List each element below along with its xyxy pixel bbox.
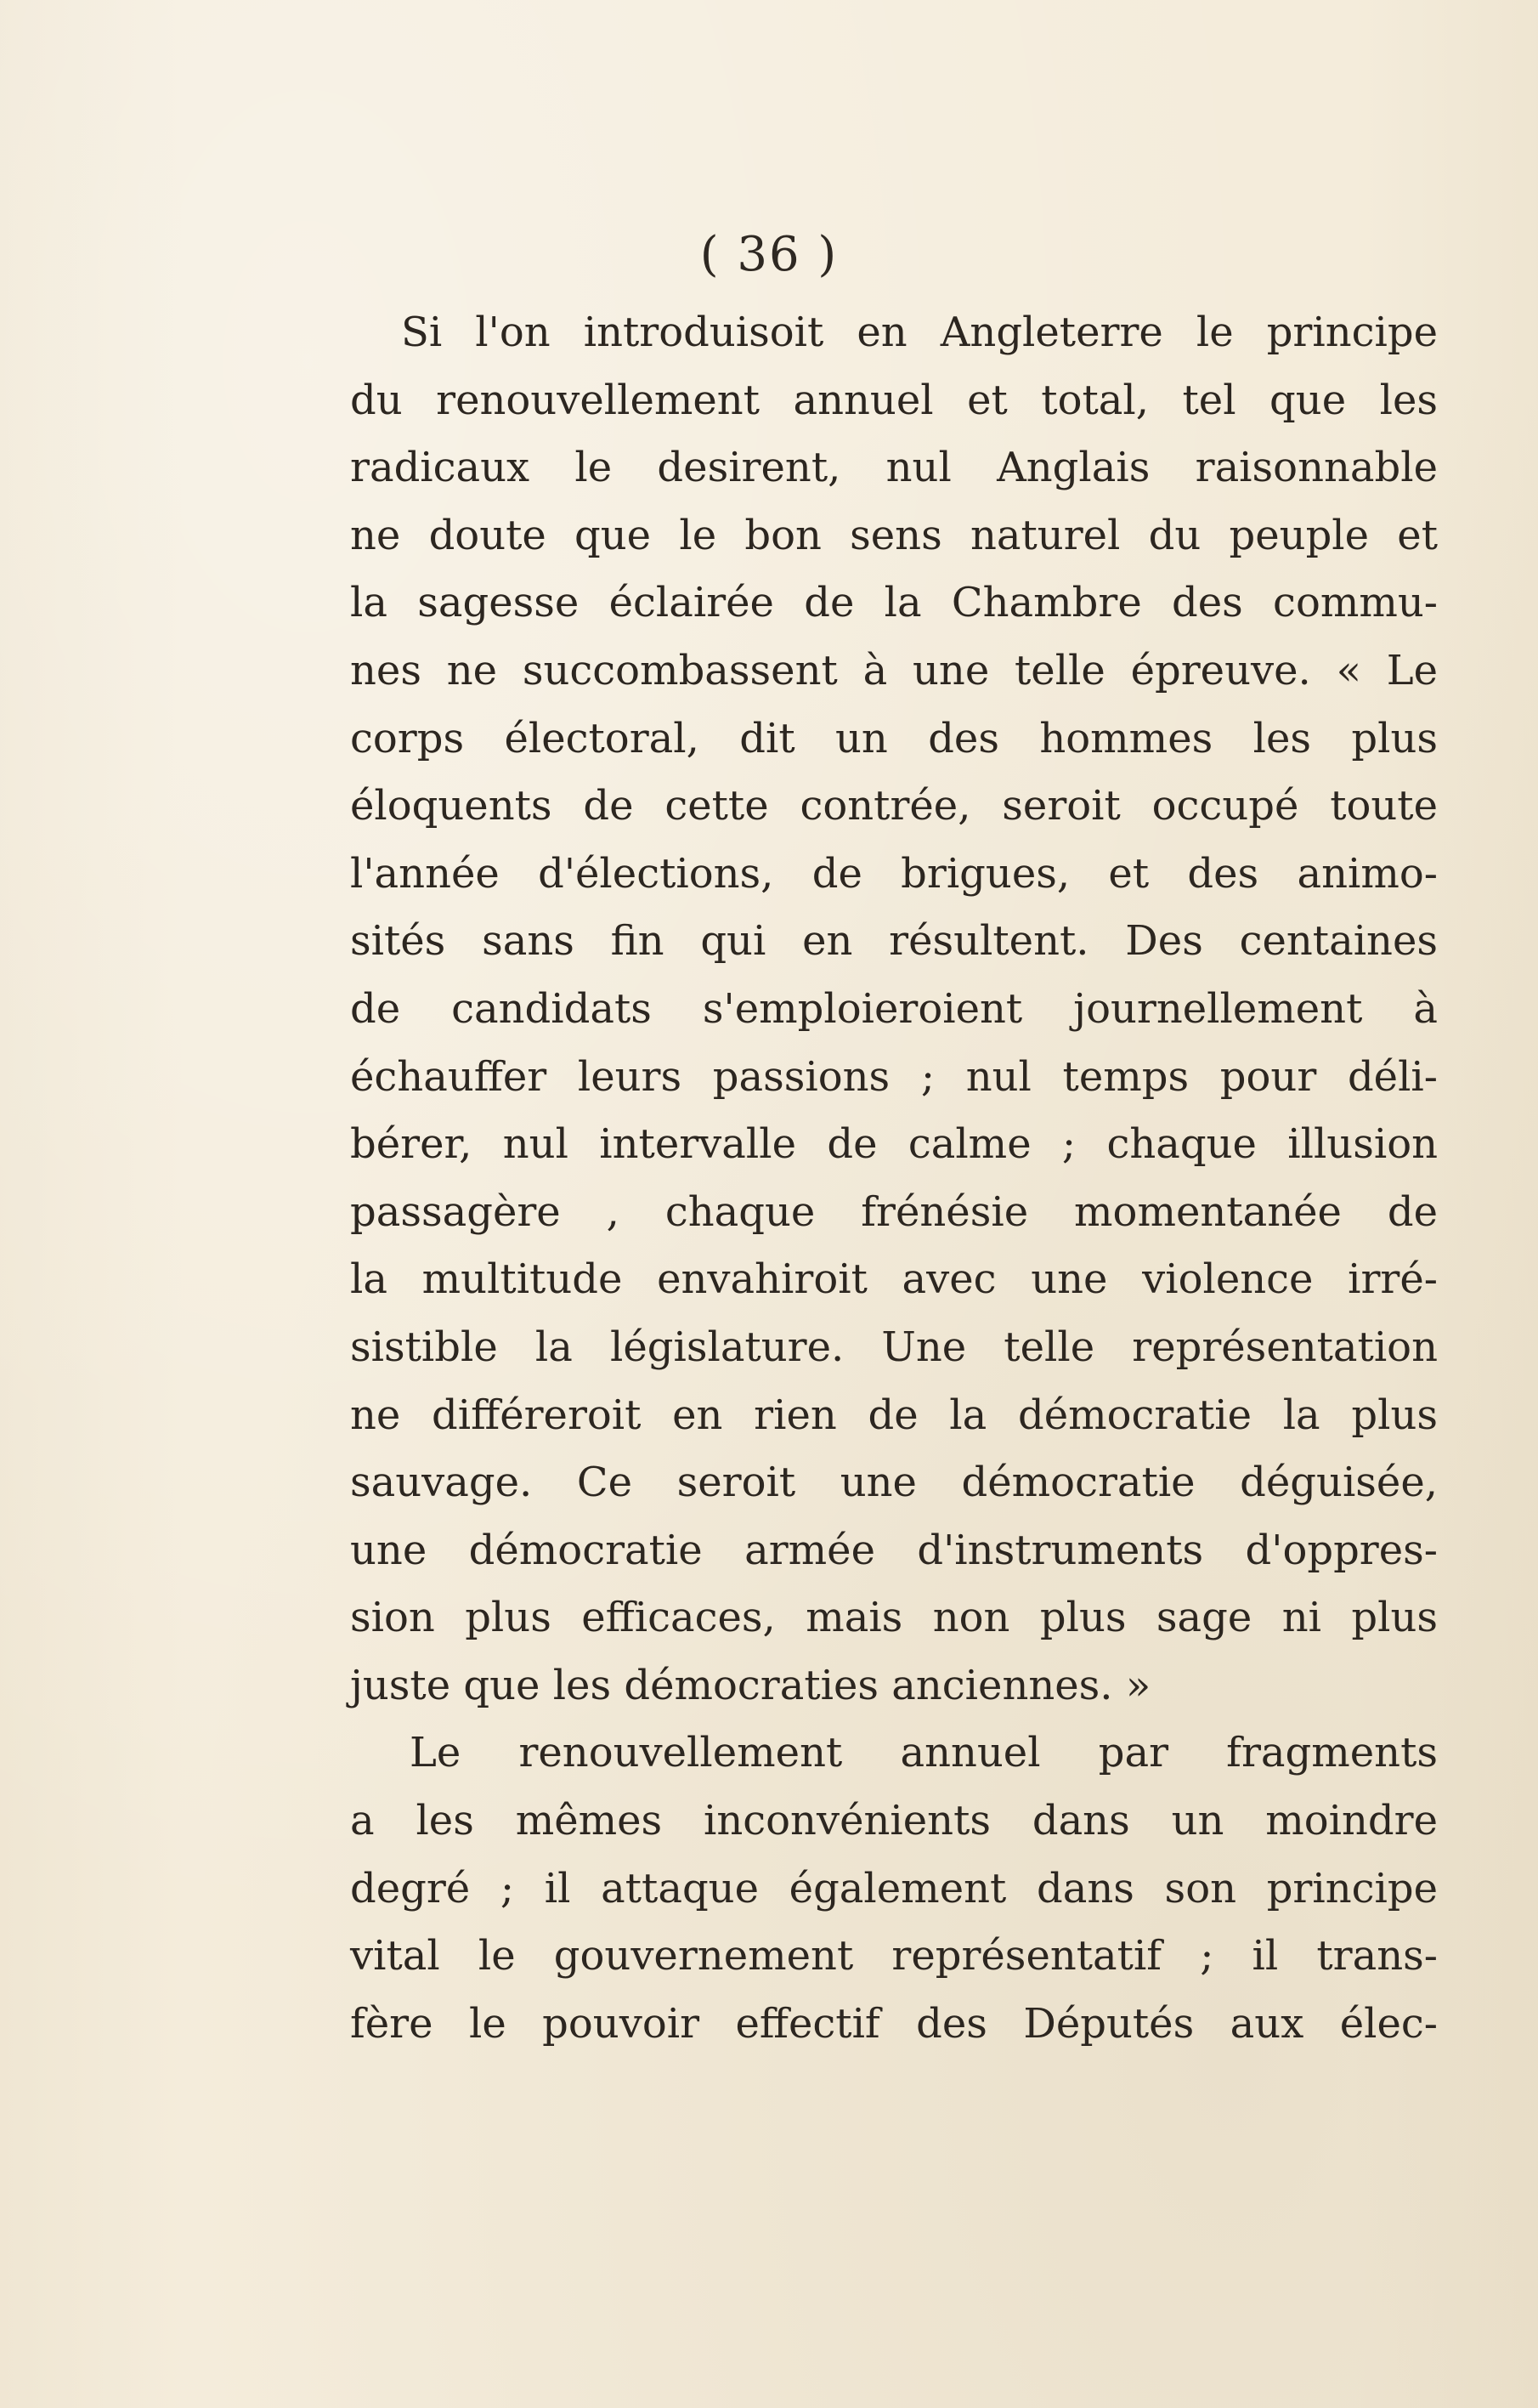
text-line: ne doute que le bon sens naturel du peuple et [350, 511, 1438, 559]
text-line: éloquents de cette contrée, seroit occupé toute [350, 782, 1438, 830]
text-line: l'année d'élections, de brigues, et des animo- [350, 849, 1438, 898]
text-line: a les mêmes inconvénients dans un moindre [350, 1797, 1438, 1845]
text-line: Le renouvellement annuel par fragments [410, 1729, 1438, 1777]
body-text [350, 299, 1438, 2058]
text-line: corps électoral, dit un des hommes les plus [350, 714, 1438, 762]
page-number: ( 36 ) [699, 227, 839, 282]
text-line: degré ; il attaque également dans son principe [350, 1864, 1438, 1912]
text-line: ne différeroit en rien de la démocratie la plus [350, 1391, 1438, 1439]
text-line: bérer, nul intervalle de calme ; chaque illusion [350, 1120, 1438, 1169]
text-line: passagère , chaque frénésie momentanée de [350, 1187, 1438, 1236]
text-line: vital le gouvernement représentatif ; il trans- [350, 1932, 1438, 1980]
text-line: juste que les démocraties anciennes. » [350, 1661, 1151, 1709]
text-line: une démocratie armée d'instruments d'oppres- [350, 1526, 1438, 1574]
text-line: Si l'on introduisoit en Angleterre le principe [401, 309, 1438, 356]
text-line: la multitude envahiroit avec une violence irré- [350, 1255, 1438, 1304]
text-line: radicaux le desirent, nul Anglais raisonnable [350, 444, 1438, 492]
text-line: de candidats s'emploieroient journellement à [350, 984, 1438, 1033]
text-line: sistible la législature. Une telle représentation [350, 1323, 1438, 1371]
text-line: échauffer leurs passions ; nul temps pour déli- [350, 1052, 1438, 1101]
text-line: sités sans fin qui en résultent. Des centaines [350, 917, 1438, 966]
text-line: fère le pouvoir effectif des Députés aux élec- [350, 1999, 1438, 2048]
text-line: sauvage. Ce seroit une démocratie déguisée, [350, 1459, 1438, 1507]
text-line: du renouvellement annuel et total, tel que les [350, 376, 1438, 424]
text-line: la sagesse éclairée de la Chambre des commu- [350, 579, 1438, 627]
text-line: sion plus efficaces, mais non plus sage ni plus [350, 1594, 1438, 1642]
text-line: nes ne succombassent à une telle épreuve. « Le [350, 646, 1438, 694]
